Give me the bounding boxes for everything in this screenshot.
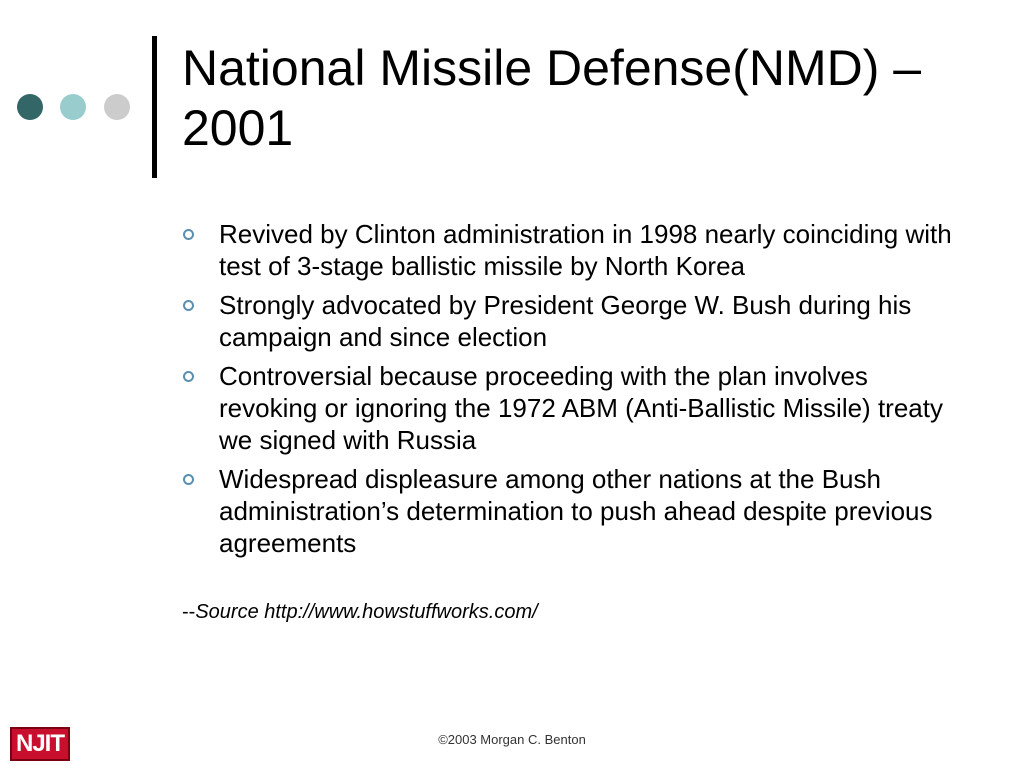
bullet-icon (183, 300, 194, 311)
title-divider (152, 36, 157, 178)
footer-copyright: ©2003 Morgan C. Benton (438, 732, 586, 747)
bullet-item (182, 360, 952, 456)
bullet-icon (183, 229, 194, 240)
bullet-text: Strongly advocated by President George W. Bush during his campaign and since election (219, 290, 912, 352)
bullet-text: Revived by Clinton administration in 1998 nearly coinciding with test of 3-stage ballistic missile by North Korea (219, 219, 952, 281)
bullet-item (182, 218, 952, 282)
bullet-item (182, 463, 952, 559)
bullet-item (182, 289, 952, 353)
dot-dark-icon (17, 94, 43, 120)
source-citation (182, 599, 538, 625)
njit-logo: NJIT (10, 727, 70, 761)
bullet-list (182, 218, 952, 566)
slide-title: National Missile Defense(NMD) – 2001 (182, 40, 922, 156)
bullet-text: Controversial because proceeding with the plan involves revoking or ignoring the 1972 ABM (Anti-Ballistic Missile) treaty we signed with Russia (219, 361, 943, 455)
dot-mid-icon (60, 94, 86, 120)
bullet-icon (183, 474, 194, 485)
bullet-text: Widespread displeasure among other nations at the Bush administration’s determination to push ahead despite previous agreements (219, 464, 933, 558)
source-text: Source http://www.howstuffworks.com/ (195, 601, 538, 623)
source-prefix: -- (182, 601, 196, 623)
bullet-icon (183, 371, 194, 382)
dot-light-icon (104, 94, 130, 120)
